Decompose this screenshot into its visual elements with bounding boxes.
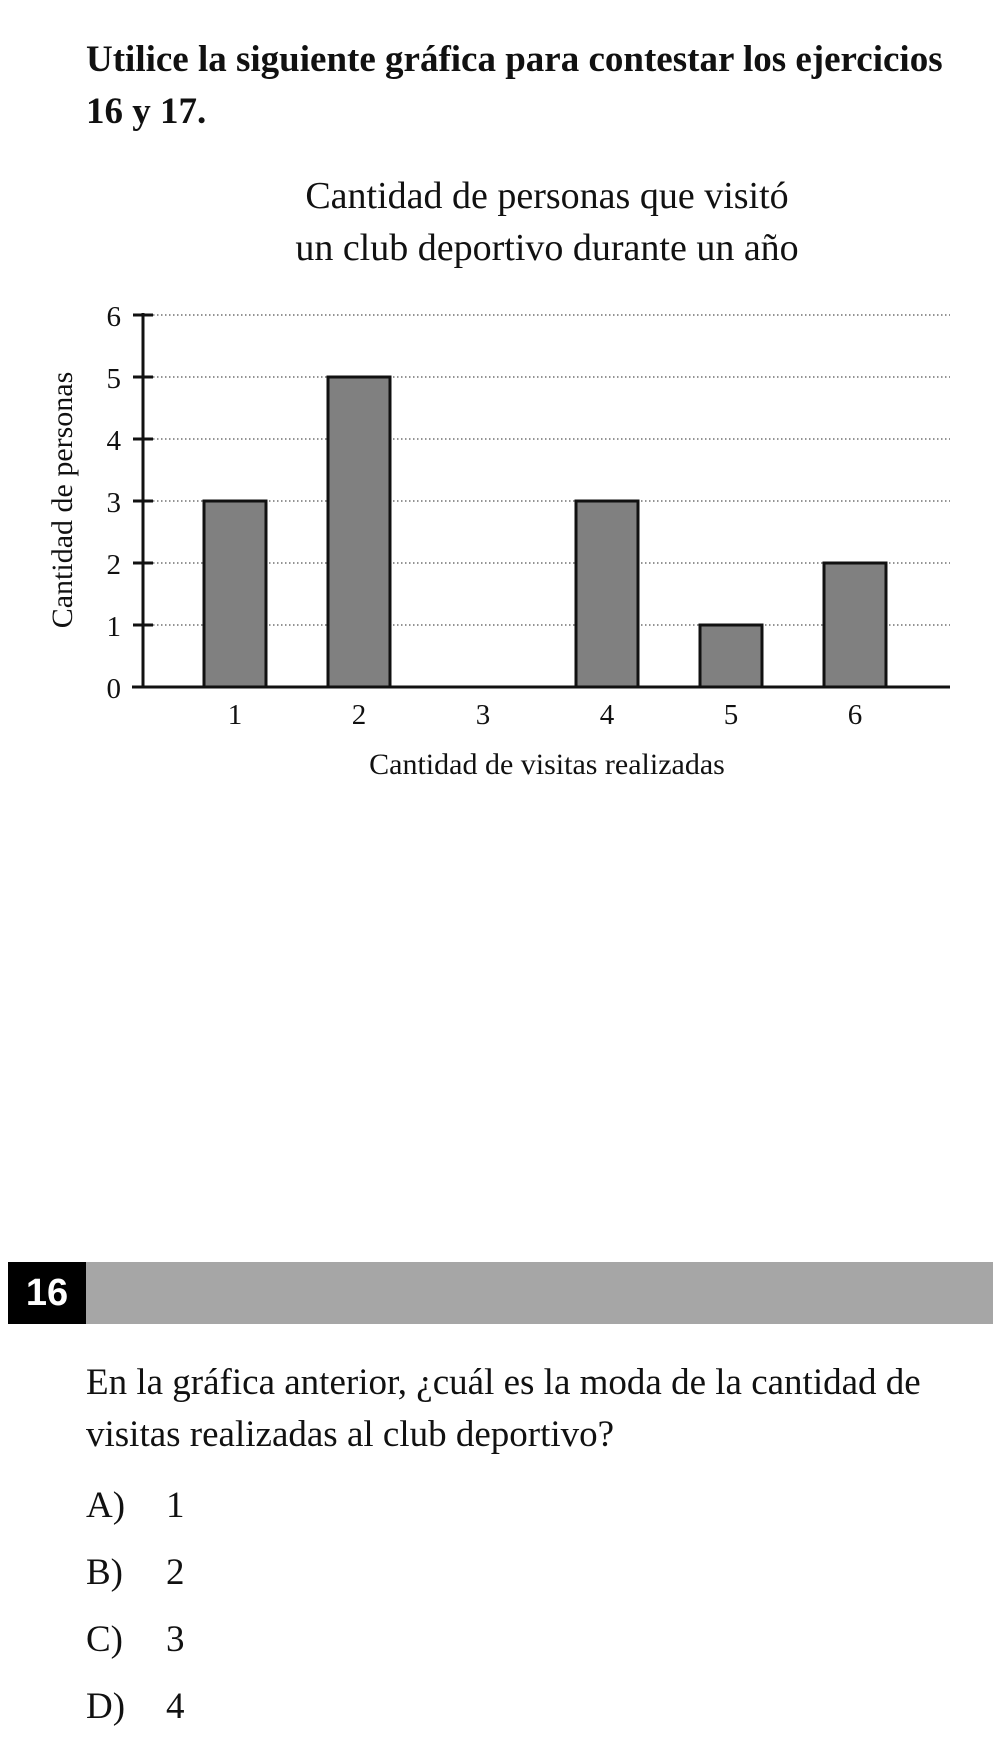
option-text: 2 (166, 1552, 185, 1593)
question-number: 16 (8, 1262, 86, 1324)
bar (824, 563, 886, 687)
bar (328, 377, 390, 687)
chart-title-line-2: un club deportivo durante un año (295, 227, 799, 269)
option-text: 3 (166, 1619, 185, 1660)
x-tick-label: 5 (723, 699, 739, 731)
x-tick-label: 1 (227, 699, 243, 731)
question-text: En la gráfica anterior, ¿cuál es la moda de la cantidad de visitas realizadas al club deportivo? (86, 1362, 921, 1455)
y-axis-label: Cantidad de personas (46, 371, 79, 629)
option-c[interactable] (86, 1614, 185, 1681)
x-tick-label: 6 (847, 699, 863, 731)
x-axis-label: Cantidad de visitas realizadas (369, 748, 725, 781)
chart-title-line-1: Cantidad de personas que visitó (305, 175, 789, 217)
x-ticks (228, 699, 863, 731)
option-letter: C) (86, 1619, 123, 1660)
option-text: 4 (166, 1686, 185, 1727)
bar (700, 625, 762, 687)
option-d[interactable] (86, 1681, 185, 1748)
option-text: 1 (166, 1485, 185, 1526)
y-tick-label: 5 (106, 363, 121, 395)
bar (204, 501, 266, 687)
x-tick-label: 4 (599, 699, 615, 731)
x-tick-label: 3 (475, 699, 491, 731)
x-tick-label: 2 (351, 699, 367, 731)
bars (204, 377, 886, 687)
y-tick-label: 6 (106, 301, 121, 333)
bar-chart (0, 160, 1002, 800)
option-b[interactable] (86, 1547, 185, 1614)
option-letter: D) (86, 1686, 126, 1727)
question-header-band (8, 1262, 993, 1324)
y-tick-label: 0 (106, 673, 121, 705)
answer-options (86, 1480, 185, 1748)
y-ticks (107, 301, 154, 705)
instructions: Utilice la siguiente gráfica para contestar los ejercicios 16 y 17. (86, 39, 943, 132)
option-a[interactable] (86, 1480, 185, 1547)
y-tick-label: 4 (106, 425, 121, 457)
option-letter: B) (86, 1552, 123, 1593)
y-tick-label: 1 (106, 611, 121, 643)
bar (576, 501, 638, 687)
y-tick-label: 2 (106, 549, 121, 581)
y-tick-label: 3 (106, 487, 121, 519)
option-letter: A) (86, 1485, 126, 1526)
